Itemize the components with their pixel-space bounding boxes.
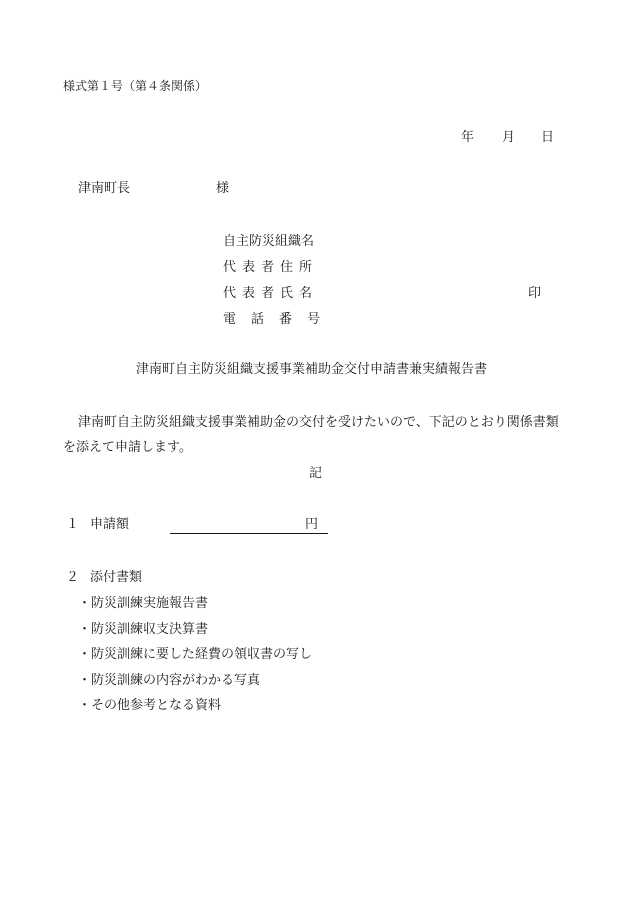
addressee-honorific: 様 — [216, 181, 230, 196]
body-text-line1: 津南町自主防災組織支援事業補助金の交付を受けたいので、下記のとおり関係書類 — [78, 415, 559, 430]
attachment-item: ・その他参考となる資料 — [78, 698, 222, 713]
seal-label: 印 — [528, 286, 542, 301]
attachment-item: ・防災訓練に要した経費の領収書の写し — [78, 647, 313, 662]
org-name-label: 自主防災組織名 — [223, 234, 315, 249]
body-text-line2: を添えて申請します。 — [63, 440, 192, 455]
date-year-label: 年 — [461, 130, 475, 145]
rep-address-label: 代表者住所 — [223, 260, 319, 275]
section2-number: ２ — [66, 570, 80, 585]
phone-label: 電話番号 — [223, 312, 336, 327]
form-label: 様式第１号（第４条関係） — [63, 79, 208, 93]
attachment-item: ・防災訓練収支決算書 — [78, 621, 209, 637]
amount-field[interactable] — [170, 518, 328, 534]
addressee-name: 津南町長 — [78, 181, 131, 196]
rep-name-label: 代表者氏名 — [223, 286, 319, 301]
attachment-list — [78, 596, 312, 724]
section2-label: 添付書類 — [90, 570, 143, 585]
section1-number: １ — [66, 517, 80, 532]
amount-unit: 円 — [304, 517, 318, 532]
ki-label: 記 — [309, 466, 323, 481]
document-title: 津南町自主防災組織支援事業補助金交付申請書兼実績報告書 — [136, 362, 488, 377]
attachment-item: ・防災訓練実施報告書 — [78, 596, 209, 611]
date-day-label: 日 — [541, 130, 555, 145]
attachment-item: ・防災訓練の内容がわかる写真 — [78, 672, 261, 688]
section1-label: 申請額 — [90, 517, 130, 532]
date-month-label: 月 — [502, 130, 516, 145]
